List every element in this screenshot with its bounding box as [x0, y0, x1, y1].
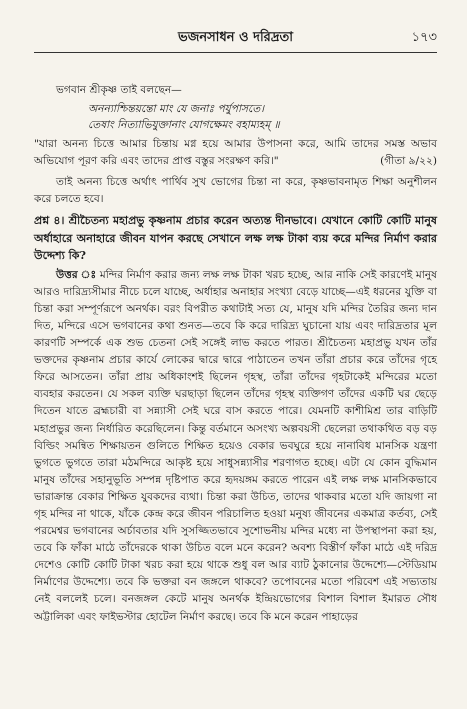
intro-line: ভগবান শ্রীকৃষ্ণ তাই বলছেন— — [56, 84, 182, 96]
page-body — [34, 82, 437, 626]
verse-citation: (গীতা ৯/২২) — [380, 155, 437, 168]
answer-label: উত্তর ঃ — [56, 268, 97, 281]
running-title: ভজনসাধন ও দরিদ্রতা — [178, 30, 293, 45]
sanskrit-verse — [34, 101, 437, 133]
header-rule — [34, 52, 437, 53]
paragraph: তাই অনন্য চিত্তে অর্থাৎ পার্থিব সুখ ভোগের চিন্তা না করে, কৃষ্ণভাবনামৃত শিক্ষা অনুশীলন করে চলতে হবে। — [34, 176, 437, 206]
translation-text: "যারা অনন্য চিত্তে আমার চিন্তায় মগ্ন হয়ে আমার উপাসনা করে, আমি তাদের সমস্ত অভাব অভিযোগ পূরণ করি এবং তাদের প্রাপ্ত বস্তুর সংরক্ষণ করি।" — [34, 138, 437, 168]
verse-line-2: তেষাং নিত্যাভিযুক্তানাং যোগক্ষেমং বহাম্যহম্ ॥ — [88, 119, 280, 132]
page-number: ১৭৩ — [411, 30, 437, 45]
page-header — [34, 28, 437, 50]
answer-block — [34, 267, 437, 626]
question-block — [34, 212, 437, 264]
verse-line-1: অনন্যাশ্চিন্তয়ন্তো মাং যে জনাঃ পর্যুপাসতে। — [88, 103, 265, 116]
question-text: শ্রীচৈতন্য মহাপ্রভু কৃষ্ণনাম প্রচার করেন অত্যন্ত দীনভাবে। যেখানে কোটি কোটি মানুষ অর্ধাহারে অনাহারে জীবন যাপন করছে সেখানে লক্ষ লক্ষ টাকা ব্যয় করে মন্দির নির্মাণ করার উদ্দেশ্য কি? — [34, 214, 437, 263]
question-label: প্রশ্ন ৪। — [34, 214, 65, 228]
answer-text: মন্দির নির্মাণ করার জন্য লক্ষ লক্ষ টাকা খরচ হচ্ছে, আর নাকি সেই কারণেই মানুষ আরও দারিদ্র্যসীমার নীচে চলে যাচ্ছে, অর্ধাহার অনাহার সংখ্যা বেড়ে যাচ্ছে—এই ধরনের যুক্তি বা চিন্তা করা সম্পূর্ণরূপে অনর্থক। বরং বিপরীত কথাটাই সত্য যে, মানুষ যদি মন্দির তৈরির জন্য দান দিত, মন্দিরে এসে ভগবানের কথা শুনত—তবে কি করে দারিদ্র্য ঘুচানো যায় এবং দারিদ্রতার মূল কারণটি সম্পর্কে এক শুভ চেতনা সেই সঙ্গেই লাভ করতে পারত। শ্রীচৈতন্য মহাপ্রভু যখন তাঁর ভক্তদের কৃষ্ণনাম প্রচার কার্যে লোকের দ্বারে দ্বারে পাঠাতেন তখন তাঁরা প্রচার করে তাঁদের গৃহে ফিরে আসতেন। তাঁরা প্রায় অধিকাংশই ছিলেন গৃহস্থ, তাঁরা তাঁদের গৃহটাকেই মন্দিরের মতো ব্যবহার করতেন। যে সকল ব্যক্তি ঘরছাড়া ছিলেন তাঁদের গৃহস্থ ব্যক্তিগণ তাঁদের একটি ঘর ছেড়ে দিতেন যাতে ব্রহ্মচারী বা সন্ন্যাসী সেই ঘরে বাস করতে পারে। যেমনটি কাশীমিশ্র তার বাড়িটি মহাপ্রভুর জন্য নির্ধারিত করেছিলেন। কিন্তু বর্তমানে অসংখ্য অল্পবয়সী ছেলেরা তথাকথিত বড় বড় বিল্ডিং সমন্বিত শিক্ষায়তন গুলিতে শিক্ষিত হয়েও বেকার ভবঘুরে হয়ে নানাবিধ মানসিক যন্ত্রণা ভুগতে ভুগতে তারা মঠমন্দিরে আকৃষ্ট হয়ে সাধুসন্ন্যাসীর শরণাগত হচ্ছে। এটা যে কোন বুদ্ধিমান মানুষ তাঁদের সহানুভূতি সম্পন্ন দৃষ্টিপাত করে হৃদয়ঙ্গম করতে পারেন এই লক্ষ লক্ষ মানসিকভাবে ভারাক্রান্ত বেকার শিক্ষিত যুবকদের ব্যথা। চিন্তা করা উচিত, তাদের থাকবার মতো যদি জায়গা না গৃহ মন্দির না থাকে, যাঁকে কেন্দ্র করে জীবন পরিচালিত হওয়া মনুষ্য জীবনের একমাত্র কর্তব্য, সেই পরমেশ্বর ভগবানের অর্চাবতার যদি সুসজ্জিতভাবে সুশোভনীয় মন্দির মধ্যে না উপস্থাপনা করা হয়, তবে কি ফাঁকা মাঠে তাঁদেরকে থাকা উচিত বলে মনে করেন? অবশ্য বিস্তীর্ণ ফাঁকা মাঠে এই দরিদ্র দেশেও কোটি কোটি টাকা খরচ করা হয়ে থাকে শুধু বল আর ব্যাট ঠুকানোর উদ্দেশ্যে—স্টেডিয়াম নির্মাণের উদ্দেশ্যে। তবে কি ভক্তরা বন জঙ্গলে থাকবে? তপোবনের মতো পরিবেশ এই সভ্যতায় নেই বললেই চলে। বনজঙ্গল কেটে মানুষ অনর্থক ইন্দ্রিয়ভোগের বিশাল বিশাল ইমারত সৌধ অট্টালিকা এবং ফাইভস্টার হোটেল নির্মাণ করছে। তবে কি মনে করেন পাহাড়ের — [34, 268, 437, 623]
verse-translation — [34, 136, 437, 170]
